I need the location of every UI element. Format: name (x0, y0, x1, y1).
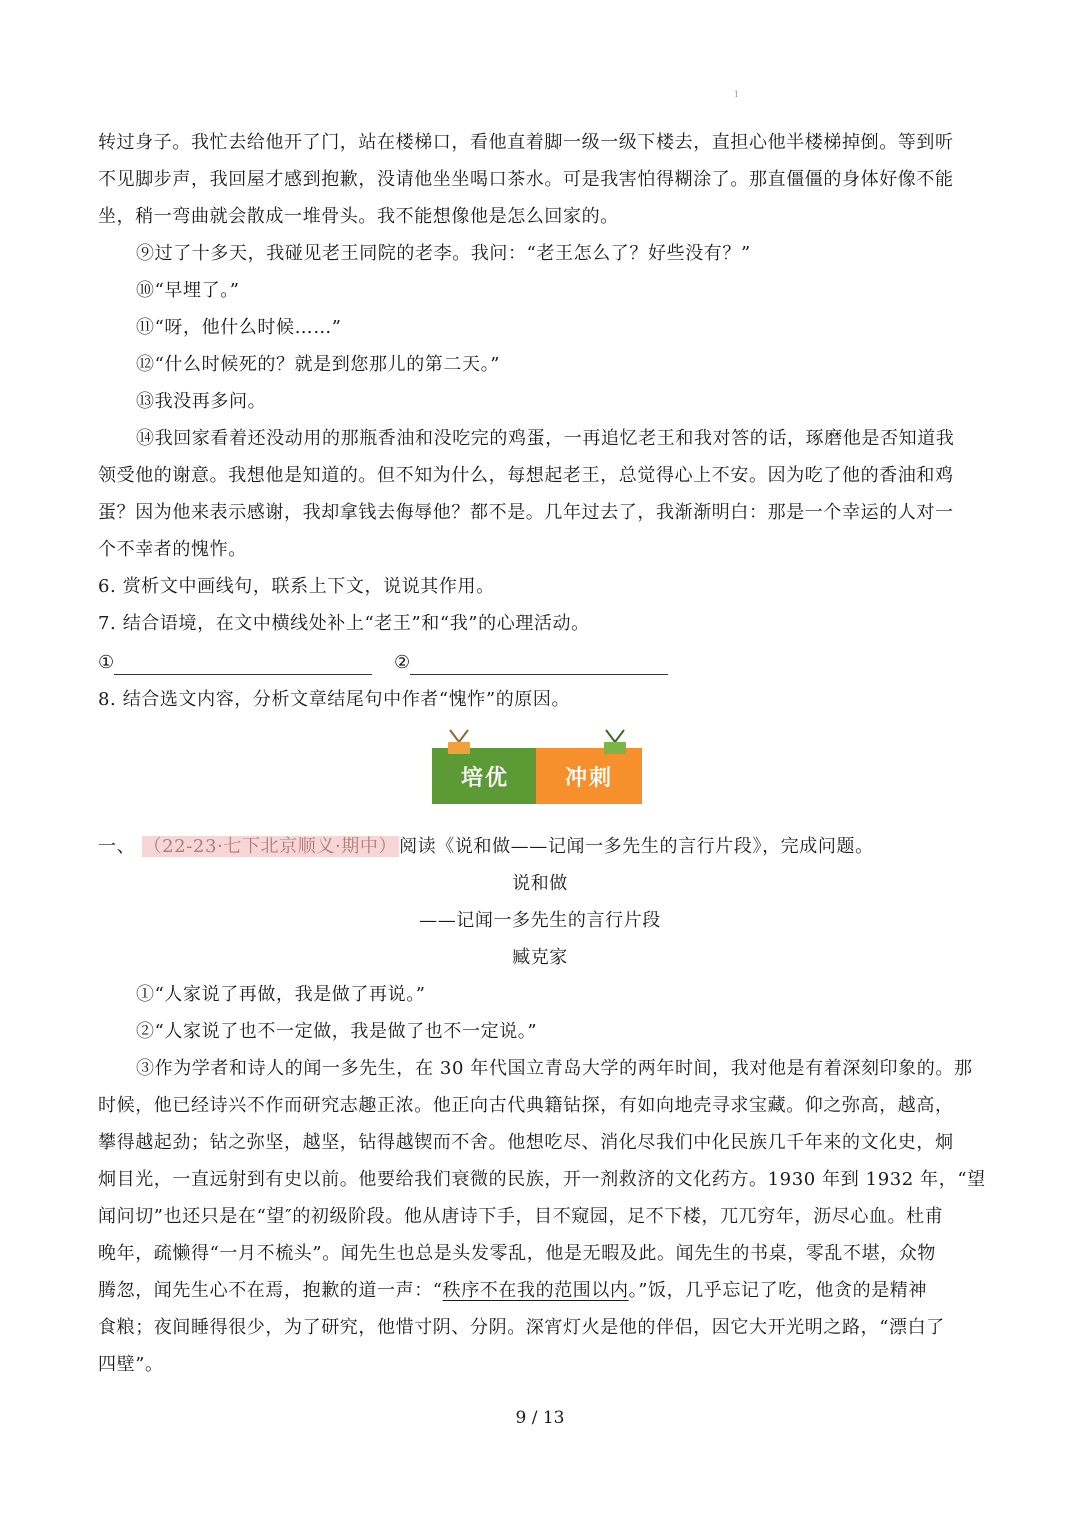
paragraph-10: ⑩“早埋了。” (136, 280, 240, 301)
banner-right: 冲刺 (536, 748, 642, 804)
question-6: 6. 赏析文中画线句，联系上下文，说说其作用。 (98, 576, 495, 597)
question-7: 7. 结合语境，在文中横线处补上“老王”和“我”的心理活动。 (98, 613, 590, 634)
text-line: 转过身子。我忙去给他开了门，站在楼梯口，看他直着脚一级一级下楼去，直担心他半楼梯掉倒。等到听 (98, 132, 954, 153)
paragraph-14-line: 个不幸者的愧怍。 (98, 539, 247, 560)
article-paragraph-3-line: ③作为学者和诗人的闻一多先生，在 30 年代国立青岛大学的两年时间，我对他是有着深刻印象的。那 (136, 1058, 973, 1079)
article-title: 说和做 (512, 873, 568, 894)
article-author: 臧克家 (512, 947, 568, 968)
blank-label: ② (394, 652, 411, 673)
text-span: 腾忽，闻先生心不在焉，抱歉的道一声：“ (98, 1280, 443, 1301)
section-number: 一、 (98, 836, 136, 857)
paragraph-13: ⑬我没再多问。 (136, 391, 267, 412)
paragraph-12: ⑫“什么时候死的？就是到您那儿的第二天。” (136, 354, 501, 375)
paragraph-14-line: 领受他的谢意。我想他是知道的。但不知为什么，每想起老王，总觉得心上不安。因为吃了他的香油和鸡 (98, 465, 954, 486)
article-paragraph-3-line: 晚年，疏懒得“一月不梳头”。闻先生也总是头发零乱，他是无暇及此。闻先生的书桌，零乱不堪，众物 (98, 1243, 936, 1264)
section-heading (98, 835, 982, 859)
article-paragraph-3-line: 时候，他已经诗兴不作而研究志趣正浓。他正向古代典籍钻探，有如向地壳寻求宝藏。仰之弥高，越高， (98, 1095, 954, 1116)
blank-label: ① (98, 652, 115, 673)
page-number: 9 / 13 (515, 1408, 565, 1428)
source-tag: （22-23·七下北京顺义·期中） (143, 836, 398, 857)
question-8: 8. 结合选文内容，分析文章结尾句中作者“愧怍”的原因。 (98, 689, 571, 710)
text-line: 不见脚步声，我回屋才感到抱歉，没请他坐坐喝口茶水。可是我害怕得糊涂了。那直僵僵的身体好像不能 (98, 169, 954, 190)
binder-clip-icon (444, 726, 474, 756)
blank-line (114, 654, 372, 675)
answer-blank-2[interactable] (394, 651, 668, 675)
paragraph-9: ⑨过了十多天，我碰见老王同院的老李。我问：“老王怎么了？好些没有？” (136, 243, 751, 264)
article-paragraph-1: ①“人家说了再做，我是做了再说。” (136, 984, 426, 1005)
text-line: 坐，稍一弯曲就会散成一堆骨头。我不能想像他是怎么回家的。 (98, 206, 619, 227)
article-paragraph-3-line: 食粮；夜间睡得很少，为了研究，他惜寸阴、分阴。深宵灯火是他的伴侣，因它大开光明之路，“漂白了 (98, 1317, 945, 1338)
binder-clip-icon (600, 726, 630, 756)
section-instruction: 阅读《说和做——记闻一多先生的言行片段》，完成问题。 (399, 836, 874, 857)
answer-blank-1[interactable] (98, 651, 372, 675)
blank-line (410, 654, 668, 675)
article-paragraph-3-line: 攀得越起劲；钻之弥坚，越坚，钻得越锲而不舍。他想吃尽、消化尽我们中化民族几千年来的文化史，炯 (98, 1132, 954, 1153)
article-paragraph-3-line (98, 1279, 982, 1303)
section-banner (432, 726, 642, 808)
underlined-sentence: 秩序不在我的范围以内 (442, 1280, 629, 1301)
article-paragraph-3-line: 四壁”。 (98, 1354, 164, 1375)
article-subtitle: ——记闻一多先生的言行片段 (419, 910, 661, 931)
article-paragraph-3-line: 闻问切”也还只是在“望″的初级阶段。他从唐诗下手，目不窥园，足不下楼，兀兀穷年，沥尽心血。杜甫 (98, 1206, 944, 1227)
article-paragraph-2: ②“人家说了也不一定做，我是做了也不一定说。” (136, 1021, 538, 1042)
paragraph-14-line: ⑭我回家看着还没动用的那瓶香油和没吃完的鸡蛋，一再追忆老王和我对答的话，琢磨他是否知道我 (136, 428, 955, 449)
page-marker: 1 (734, 90, 740, 99)
text-span: 。”饭，几乎忘记了吃，他贪的是精神 (628, 1280, 928, 1301)
paragraph-11: ⑪“呀，他什么时候……” (136, 317, 342, 338)
article-paragraph-3-line: 炯目光，一直远射到有史以前。他要给我们衰微的民族，开一剂救济的文化药方。1930 年到 1932 年，“望 (98, 1169, 986, 1190)
banner-left: 培优 (432, 748, 538, 804)
paragraph-14-line: 蛋？因为他来表示感谢，我却拿钱去侮辱他？都不是。几年过去了，我渐渐明白：那是一个幸运的人对一 (98, 502, 954, 523)
